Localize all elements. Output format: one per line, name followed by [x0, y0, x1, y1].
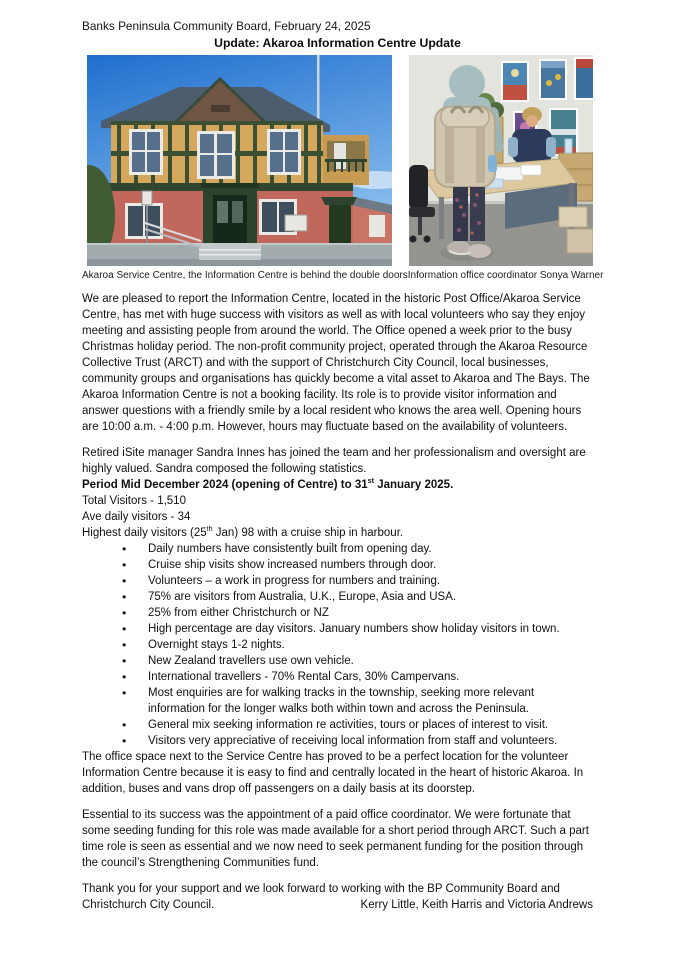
- signature-row: [82, 897, 593, 913]
- bullet-item: • Daily numbers have consistently built from opening day.: [82, 541, 593, 557]
- body-text: [82, 291, 593, 913]
- photo-akaroa-service-centre: [87, 55, 392, 266]
- paragraph-intro: We are pleased to report the Information Centre, located in the historic Post Office/Akaroa Service Centre, has met with huge success with visitors as well as with local volunteers who say they enjoy meeting and assisting people from around the world. The Office opened a week prior to the busy Christmas holiday period. The non-profit community project, operated through the Akaroa Resource Collective Trust (ARCT) and with the support of Christchurch City Council, local businesses, community groups and organisations has quickly become a vital asset to Akaroa and The Bays. The Akaroa Information Centre is not a booking facility. Its role is to provide visitor information and answer questions with a friendly smile by a local resident who knows the area well. Opening hours are 10:00 a.m. - 4:00 p.m. However, hours may fluctuate based on the availability of volunteers.: [82, 293, 590, 433]
- document-title: Banks Peninsula Community Board, February 24, 2025: [82, 19, 371, 33]
- bullet-item: • New Zealand travellers use own vehicle.: [82, 653, 593, 669]
- document-content: [82, 18, 604, 913]
- information-office-illustration: [409, 55, 593, 266]
- signature-left: Christchurch City Council.: [82, 899, 215, 911]
- bullet-item: • Most enquiries are for walking tracks in the township, seeking more relevant information for the longer walks both within town and across the Peninsula.: [82, 685, 593, 717]
- bullet-item: • Volunteers – a work in progress for numbers and training.: [82, 573, 593, 589]
- stat-total-visitors: Total Visitors - 1,510: [82, 495, 186, 507]
- akaroa-building-illustration: [87, 55, 392, 266]
- bullet-item: • High percentage are day visitors. January numbers show holiday visitors in town.: [82, 621, 593, 637]
- captions-row: [82, 269, 604, 282]
- document-subtitle: Update: Akaroa Information Centre Update: [214, 36, 461, 50]
- paragraph-office-space: The office space next to the Service Centre has proved to be a perfect location for the volunteer Information Centre because it is easy to find and centrally located in the heart of historic Akaroa. In addition, buses and vans drop off passengers on a daily basis at its doorstep.: [82, 751, 584, 795]
- bullet-item: • International travellers - 70% Rental Cars, 30% Campervans.: [82, 669, 593, 685]
- caption-right: Information office coordinator Sonya Warner: [407, 270, 604, 281]
- stat-highest-daily: Highest daily visitors (25th Jan) 98 with a cruise ship in harbour.: [82, 525, 404, 539]
- stat-average-daily: Ave daily visitors - 34: [82, 511, 191, 523]
- superscript-th: th: [206, 525, 213, 534]
- bullet-item: • General mix seeking information re activities, tours or places of interest to visit.: [82, 717, 593, 733]
- caption-left: Akaroa Service Centre, the Information Centre is behind the double doors: [82, 270, 408, 281]
- signature-authors: Kerry Little, Keith Harris and Victoria Andrews: [360, 899, 593, 911]
- bullet-item: • 25% from either Christchurch or NZ: [82, 605, 593, 621]
- paragraph-funding: Essential to its success was the appointment of a paid office coordinator. We were fortunate that some seeding funding for this role was made available for a short period through ARCT. Such a part time role is seen as essential and we now need to seek permanent funding for the position through the council’s Strengthening Communities fund.: [82, 809, 589, 869]
- photos-row: [82, 55, 593, 266]
- bullet-item: • Cruise ship visits show increased numbers through door.: [82, 557, 593, 573]
- photo-information-office: [409, 55, 593, 266]
- bullet-item: • 75% are visitors from Australia, U.K., Europe, Asia and USA.: [82, 589, 593, 605]
- paragraph-sandra: Retired iSite manager Sandra Innes has joined the team and her professionalism and oversight are highly valued. Sandra composed the following statistics.: [82, 447, 586, 475]
- period-line: Period Mid December 2024 (opening of Centre) to 31st January 2025.: [82, 477, 454, 491]
- superscript-st: st: [367, 477, 374, 486]
- statistics-bullet-list: [82, 541, 593, 749]
- bullet-item: • Visitors very appreciative of receiving local information from staff and volunteers.: [82, 733, 593, 749]
- bullet-item: • Overnight stays 1-2 nights.: [82, 637, 593, 653]
- paragraph-thanks: Thank you for your support and we look forward to working with the BP Community Board and: [82, 883, 560, 895]
